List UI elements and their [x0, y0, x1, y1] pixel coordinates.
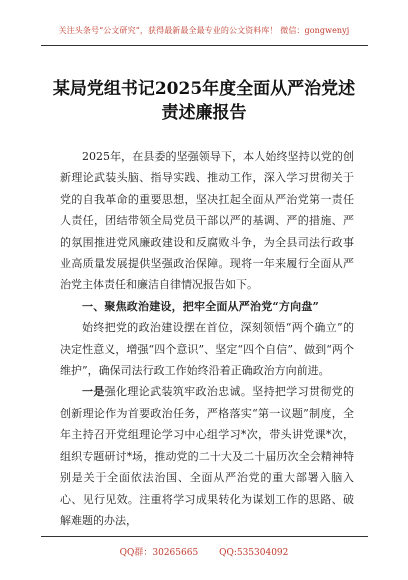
- point-1-text: 强化理论武装筑牢政治忠诚。坚持把学习贯彻党的创新理论作为首要政治任务，严格落实“第一议题”制度，全年主持召开党组理论学习中心组学习*次，带头讲党课*次，组织专题研讨*场，推动党的二十大及二十届历次全会精神特别是关于全面依法治国、全面从严治党的重大部署入脑入心、见行见效。注重将学习成果转化为谋划工作的思路、破解难题的办法，: [60, 385, 355, 527]
- document-title: [40, 77, 368, 125]
- header-banner: 关注头条号“公文研究”，获得最新最全最专业的公文资料库！ 微信：gongwenyj: [58, 26, 350, 35]
- footer-qq: QQ:535304092: [219, 548, 289, 558]
- title-line-2: 责述廉报告: [161, 103, 247, 123]
- footer-divider: [41, 536, 368, 537]
- intro-paragraph: 2025年，在县委的坚强领导下，本人始终坚持以党的创新理论武装头脑、指导实践、推动工作，深入学习贯彻关于党的自我革命的重要思想，坚决扛起全面从严治党第一责任人责任，团结带领全局党员干部以严的基调、严的措施、严的氛围推进党风廉政建设和反腐败斗争，为全县司法行政事业高质量发展提供坚强政治保障。现将一年来履行全面从严治党主体责任和廉洁自律情况报告如下。: [60, 150, 354, 292]
- footer: [0, 545, 408, 558]
- section-1-paragraph: 始终把党的政治建设摆在首位，深刻领悟“两个确立”的决定性意义，增强“四个意识”、坚定“四个自信”、做到“两个维护”，确保司法行政工作始终沿着正确政治方向前进。: [60, 321, 354, 378]
- title-line-1: 某局党组书记2025年度全面从严治党述: [52, 79, 356, 99]
- point-1-paragraph: [60, 381, 354, 531]
- point-1-lead: 一是: [82, 385, 105, 399]
- section-1-heading: 一、聚焦政治建设，把牢全面从严治党“方向盘”: [82, 299, 320, 313]
- header-divider: [41, 45, 368, 46]
- document-body: [60, 146, 354, 531]
- footer-qq-group: QQ群：30265665: [119, 548, 199, 558]
